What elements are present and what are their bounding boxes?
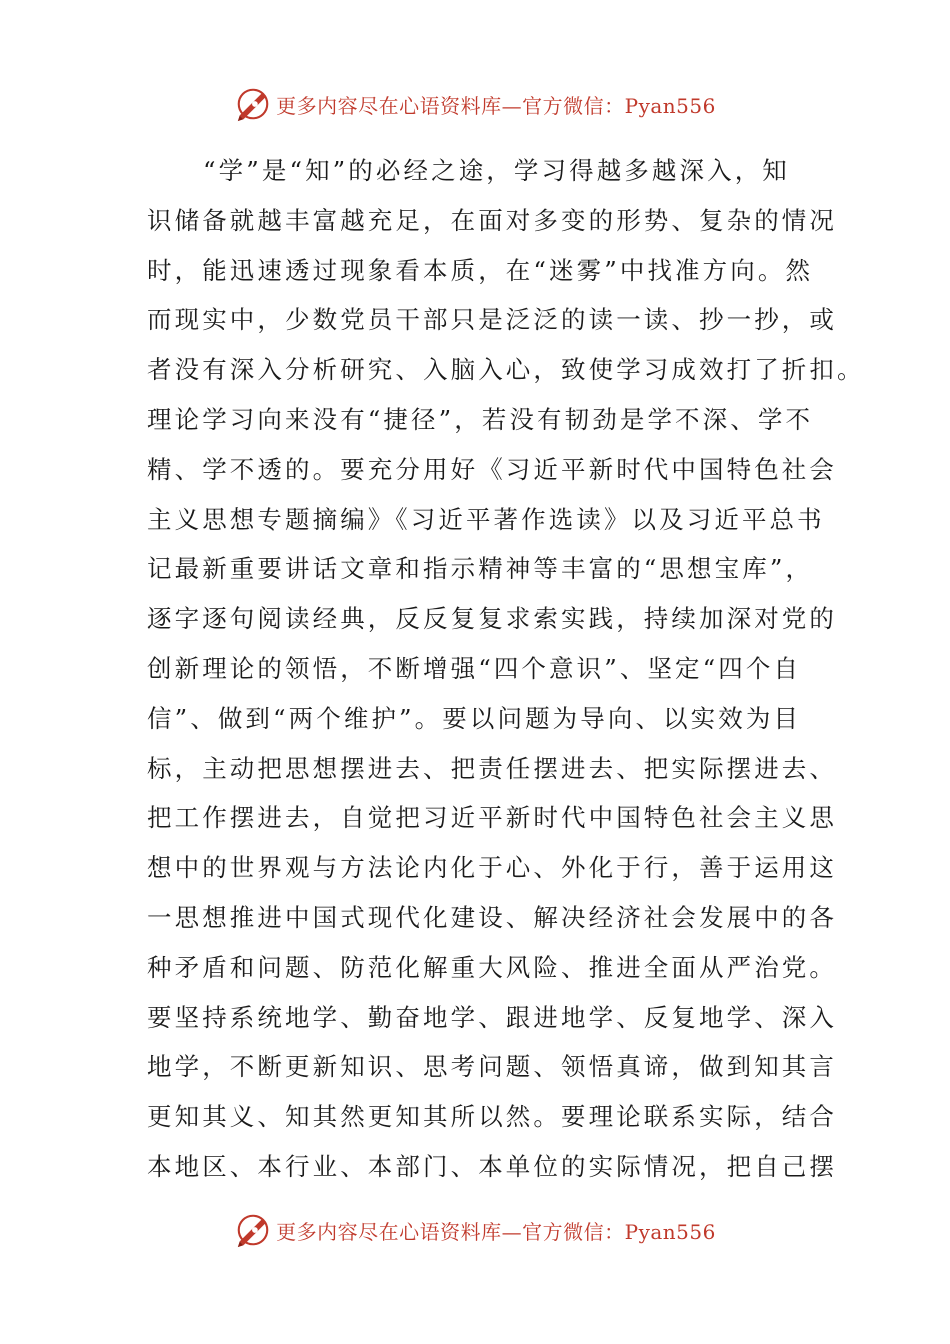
header-banner	[0, 82, 950, 126]
banner-wechat-id: Pyan556	[624, 93, 716, 118]
paragraph-line: 创新理论的领悟，不断增强“四个意识”、坚定“四个自	[147, 653, 802, 683]
footer-banner	[0, 1208, 950, 1252]
document-body	[147, 146, 865, 1192]
paragraph-line: 把工作摆进去，自觉把习近平新时代中国特色社会主义思	[147, 803, 837, 833]
paragraph-line: 记最新重要讲话文章和指示精神等丰富的“思想宝库”，	[147, 554, 814, 584]
paragraph-line: 一思想推进中国式现代化建设、解决经济社会发展中的各	[147, 902, 837, 932]
paragraph-line: 本地区、本行业、本部门、本单位的实际情况，把自己摆	[147, 1151, 837, 1181]
paragraph-line: 识储备就越丰富越充足，在面对多变的形势、复杂的情况	[147, 205, 837, 235]
paragraph-line: 想中的世界观与方法论内化于心、外化于行，善于运用这	[147, 853, 837, 883]
pen-logo-icon	[234, 1211, 272, 1249]
paragraph-line: 而现实中，少数党员干部只是泛泛的读一读、抄一抄，或	[147, 305, 837, 335]
banner-text	[276, 1216, 716, 1245]
paragraph-line: 更知其义、知其然更知其所以然。要理论联系实际，结合	[147, 1102, 837, 1132]
paragraph-line: 主义思想专题摘编》《习近平著作选读》以及习近平总书	[147, 504, 825, 534]
banner-label: 更多内容尽在心语资料库—官方微信：	[276, 1219, 625, 1244]
paragraph-line: 者没有深入分析研究、入脑入心，致使学习成效打了折扣。	[147, 355, 865, 385]
banner-wechat-id: Pyan556	[624, 1219, 716, 1244]
paragraph-line: “学”是“知”的必经之途，学习得越多越深入，知	[203, 156, 790, 185]
paragraph-line: 理论学习向来没有“捷径”，若没有韧劲是学不深、学不	[147, 404, 814, 434]
paragraph-line: 要坚持系统地学、勤奋地学、跟进地学、反复地学、深入	[147, 1002, 837, 1032]
pen-logo-icon	[234, 85, 272, 123]
paragraph-line: 时，能迅速透过现象看本质，在“迷雾”中找准方向。然	[147, 255, 814, 285]
banner-text	[276, 90, 716, 119]
paragraph-line: 逐字逐句阅读经典，反反复复求索实践，持续加深对党的	[147, 604, 837, 634]
paragraph-line: 信”、做到“两个维护”。要以问题为导向、以实效为目	[147, 703, 802, 733]
paragraph-line: 标，主动把思想摆进去、把责任摆进去、把实际摆进去、	[147, 753, 837, 783]
paragraph-line: 精、学不透的。要充分用好《习近平新时代中国特色社会	[147, 454, 837, 484]
paragraph-line: 种矛盾和问题、防范化解重大风险、推进全面从严治党。	[147, 952, 837, 982]
banner-label: 更多内容尽在心语资料库—官方微信：	[276, 93, 625, 118]
paragraph-line: 地学，不断更新知识、思考问题、领悟真谛，做到知其言	[147, 1052, 837, 1082]
